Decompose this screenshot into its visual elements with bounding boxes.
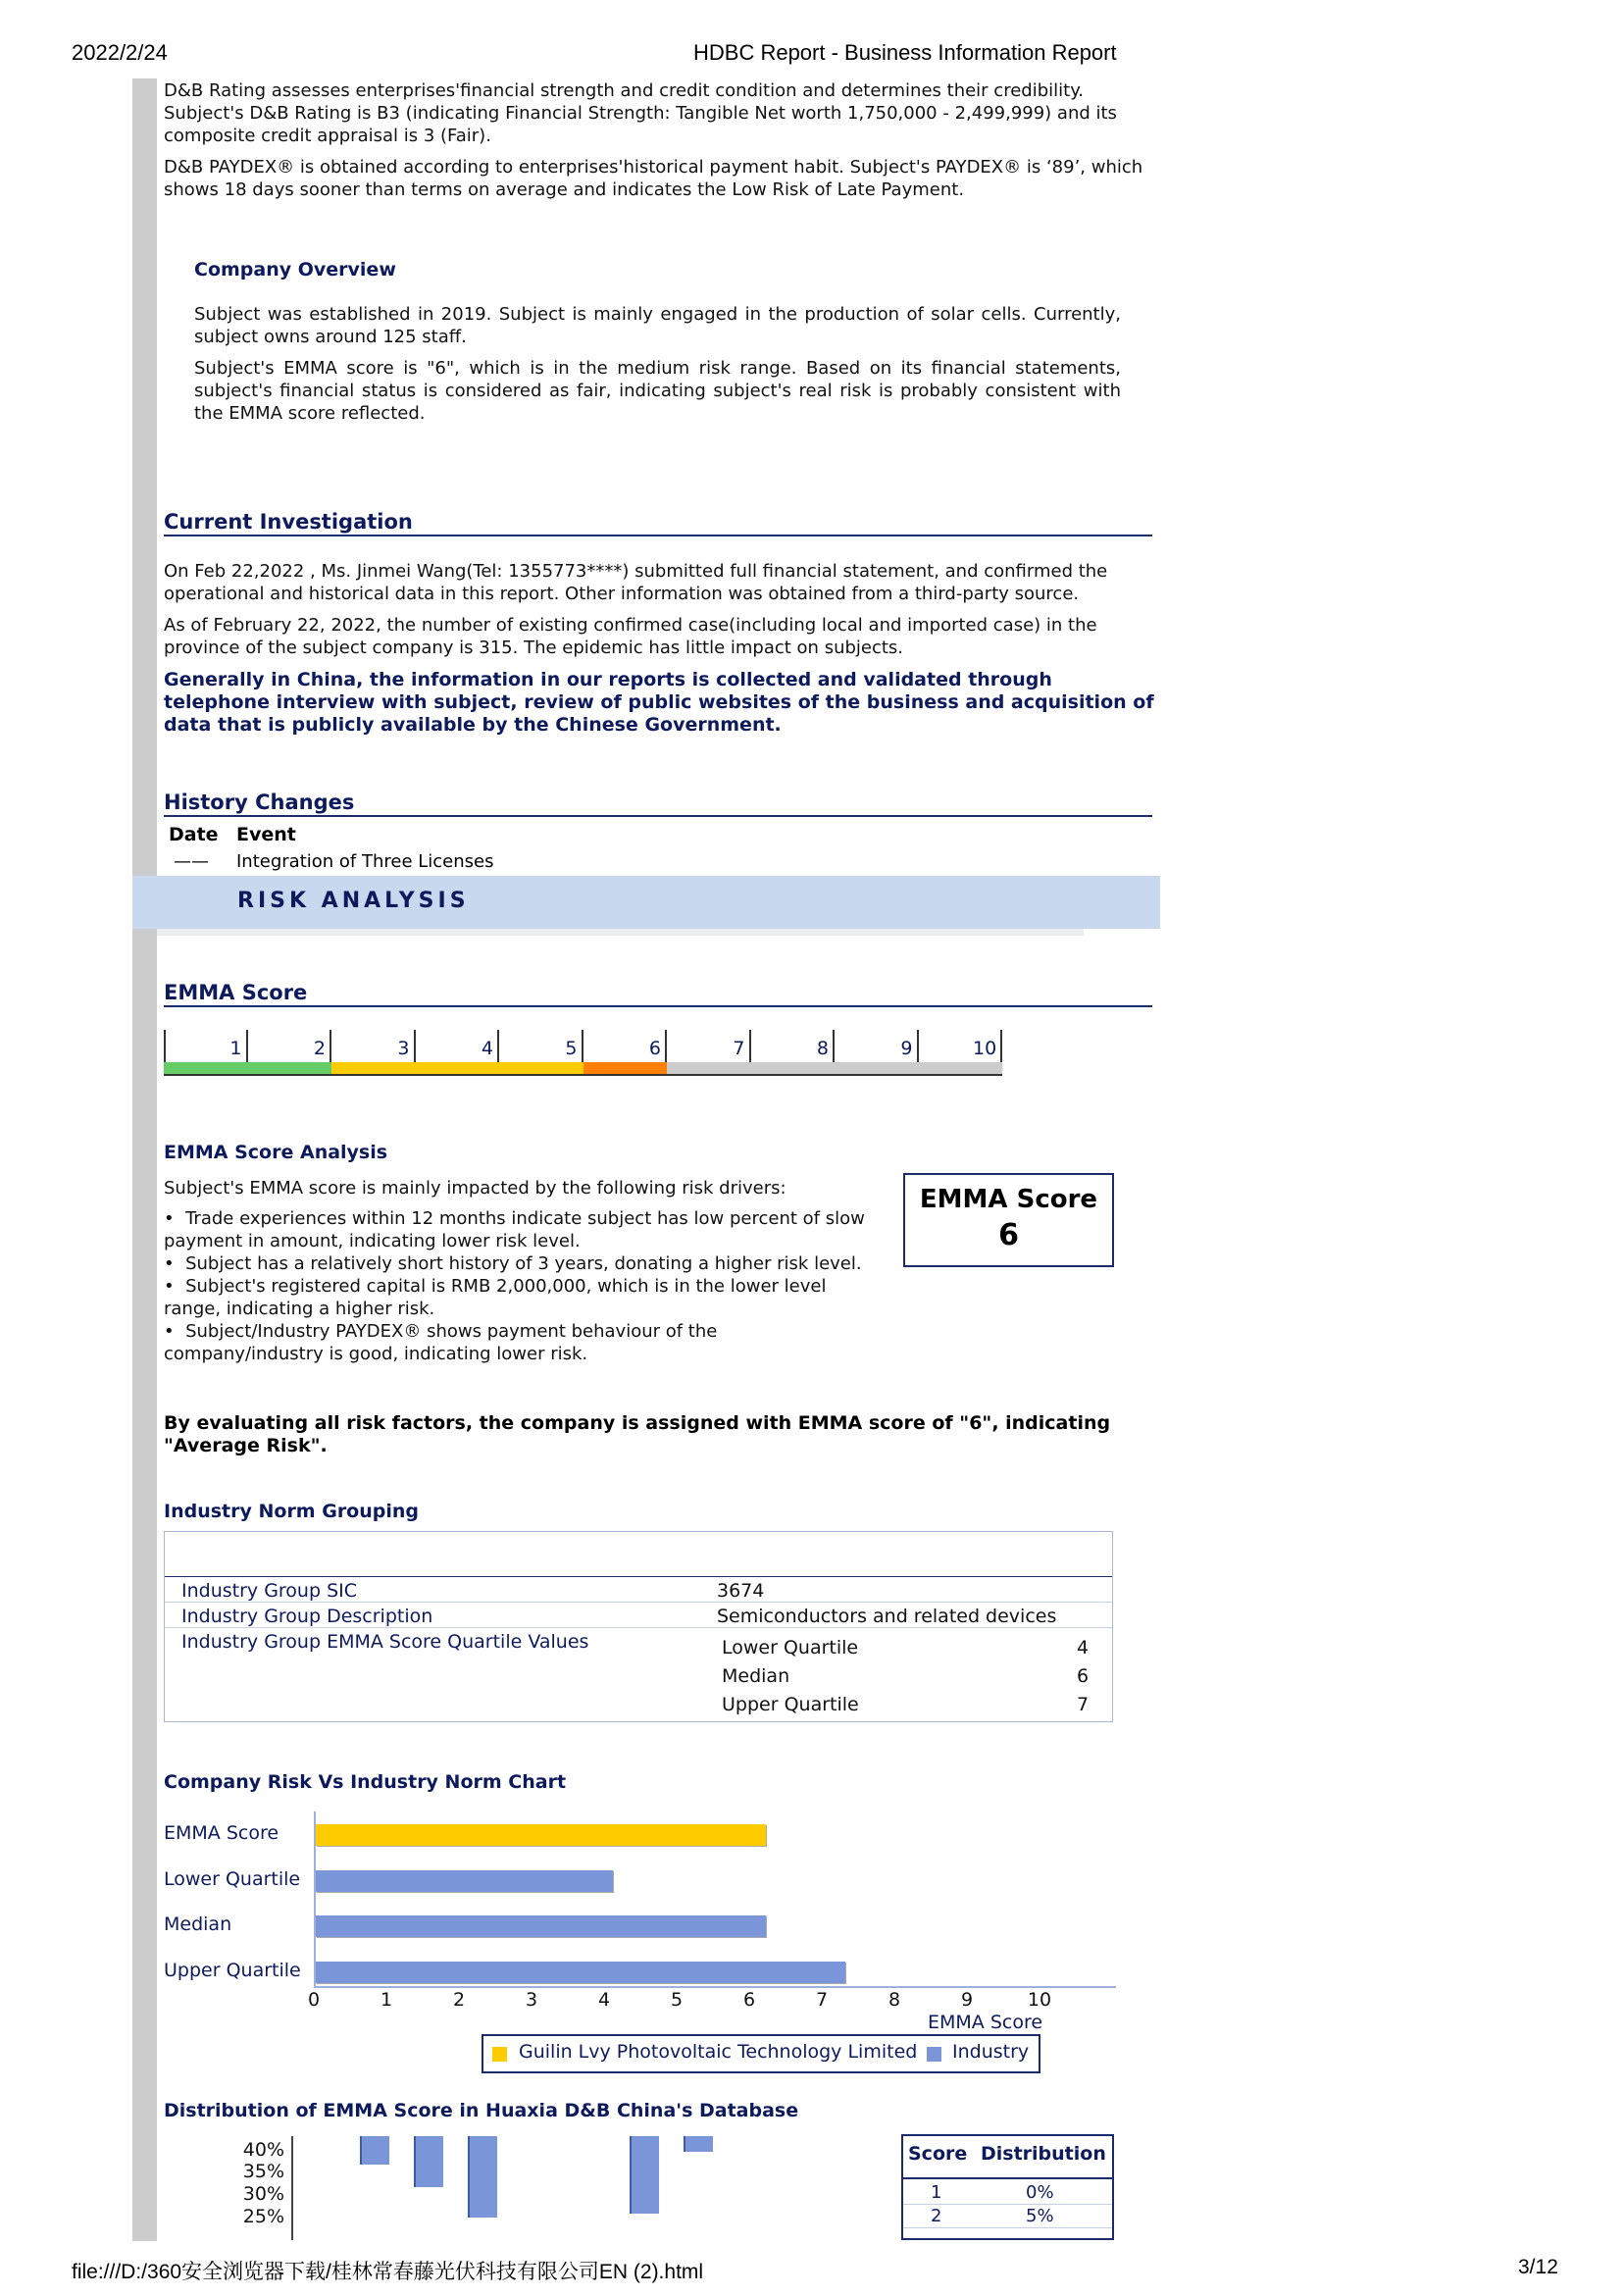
dist-table-row-line (903, 2204, 1112, 2205)
scale-tick (1000, 1030, 1002, 1062)
bar (316, 1915, 766, 1937)
desc-value: Semiconductors and related devices (717, 1606, 1057, 1627)
legend-swatch-industry (927, 2047, 941, 2062)
bar-label: EMMA Score (164, 1822, 279, 1844)
emma-conclusion: By evaluating all risk factors, the company is assigned with EMMA score of "6", indicating "Average Risk". (164, 1412, 1111, 1456)
x-tick-label: 5 (670, 1989, 684, 2011)
scale-tick (497, 1030, 499, 1062)
emma-analysis-bullets (164, 1207, 870, 1365)
legend-label-company: Guilin Lvy Photovoltaic Technology Limited (519, 2041, 918, 2063)
emma-bullet-3: • Subject's registered capital is RMB 2,000,000, which is in the lower level range, indicating a higher risk. (164, 1276, 827, 1319)
bar-label: Upper Quartile (164, 1960, 301, 1981)
x-tick-label: 10 (1027, 1989, 1052, 2011)
scale-segment (919, 1062, 1003, 1074)
table-row-line (165, 1602, 1112, 1603)
scale-number: 8 (816, 1038, 829, 1059)
scale-number: 6 (648, 1038, 661, 1059)
bar-label: Median (164, 1913, 232, 1935)
emma-analysis-title: EMMA Score Analysis (164, 1142, 388, 1163)
scale-segment (667, 1062, 751, 1074)
scale-segment (416, 1062, 500, 1074)
industry-norm-title: Industry Norm Grouping (164, 1501, 420, 1522)
legend-label-industry: Industry (952, 2041, 1030, 2063)
scale-tick (833, 1030, 835, 1062)
x-axis-line (314, 1986, 1116, 1988)
lower-quartile-value: 4 (1077, 1637, 1090, 1658)
x-tick-label: 2 (452, 1989, 466, 2011)
median-value: 6 (1077, 1665, 1090, 1687)
scale-tick (665, 1030, 667, 1062)
emma-score-box (903, 1173, 1114, 1267)
scale-segment (164, 1062, 248, 1074)
scale-tick (749, 1030, 751, 1062)
median-label: Median (722, 1665, 790, 1687)
scale-number: 10 (973, 1038, 997, 1059)
dist-row1-distribution: 0% (1026, 2182, 1054, 2203)
scale-number: 4 (481, 1038, 493, 1059)
dist-col-distribution: Distribution (981, 2143, 1106, 2165)
legend-swatch-company (492, 2047, 507, 2062)
scale-number: 3 (397, 1038, 410, 1059)
history-row-event: Integration of Three Licenses (236, 851, 494, 872)
industry-norm-table (164, 1531, 1113, 1722)
x-tick-label: 8 (888, 1989, 901, 2011)
risk-chart-xlabel: EMMA Score (928, 2012, 1043, 2033)
history-col-event: Event (236, 824, 296, 845)
dist-bar (360, 2136, 389, 2165)
company-overview-title: Company Overview (194, 259, 396, 281)
investigation-p2: As of February 22, 2022, the number of existing confirmed case(including local and imported case) in the province of the subject company is 315. The epidemic has little impact on subjects. (164, 615, 1097, 658)
emma-box-title: EMMA Score (919, 1185, 1098, 1214)
scale-segment (751, 1062, 836, 1074)
dist-table-row-line (903, 2227, 1112, 2228)
distribution-table (901, 2134, 1114, 2240)
y-tick-label: 25% (242, 2206, 284, 2227)
y-tick-label: 30% (242, 2183, 284, 2205)
risk-chart-legend (482, 2034, 1040, 2073)
history-row-date: —— (174, 851, 209, 872)
y-axis-line (291, 2136, 293, 2240)
scale-number: 1 (229, 1038, 242, 1059)
scale-tick (246, 1030, 248, 1062)
emma-bullet-4: • Subject/Industry PAYDEX® shows payment behaviour of the company/industry is good, indicating lower risk. (164, 1321, 718, 1364)
desc-label: Industry Group Description (181, 1606, 433, 1627)
scale-baseline (164, 1074, 1002, 1076)
upper-quartile-label: Upper Quartile (722, 1694, 859, 1715)
y-tick-label: 35% (242, 2161, 284, 2182)
sic-value: 3674 (717, 1580, 765, 1602)
company-overview-p2: Subject's EMMA score is "6", which is in the medium risk range. Based on its financial statements, subject's financial status is considered as fair, indicating subject's real risk is probably consistent with the EMMA score reflected. (194, 358, 1121, 424)
dist-bar (468, 2136, 497, 2218)
dist-row2-distribution: 5% (1026, 2206, 1054, 2226)
scale-tick (330, 1030, 331, 1062)
sic-label: Industry Group SIC (181, 1580, 358, 1602)
risk-analysis-title: RISK ANALYSIS (237, 889, 470, 913)
scale-segment (331, 1062, 416, 1074)
scale-segment (835, 1062, 919, 1074)
emma-score-title: EMMA Score (164, 981, 1152, 1007)
company-overview-p1: Subject was established in 2019. Subject is mainly engaged in the production of solar cells. Currently, subject owns around 125 staff. (194, 304, 1121, 347)
history-col-date: Date (169, 824, 219, 845)
scale-segment (248, 1062, 332, 1074)
paydex-paragraph: D&B PAYDEX® is obtained according to enterprises'historical payment habit. Subject's PAYDEX® is ‘89’, which shows 18 days sooner than terms on average and indicates the Low Risk of Late Payment. (164, 157, 1143, 200)
dist-col-score: Score (908, 2143, 968, 2165)
scale-segment (583, 1062, 668, 1074)
scale-number: 7 (733, 1038, 745, 1059)
x-tick-label: 1 (380, 1989, 393, 2011)
dist-table-divider (903, 2177, 1112, 2179)
scale-number: 5 (565, 1038, 578, 1059)
dist-bar (630, 2136, 659, 2214)
emma-bullet-1: • Trade experiences within 12 months indicate subject has low percent of slow payment in amount, indicating lower risk level. (164, 1208, 865, 1251)
emma-analysis-intro: Subject's EMMA score is mainly impacted by the following risk drivers: (164, 1178, 786, 1199)
x-tick-label: 9 (960, 1989, 974, 2011)
dist-bar (414, 2136, 443, 2187)
table-row-line (165, 1627, 1112, 1628)
current-investigation-title: Current Investigation (164, 510, 1152, 536)
dist-row2-score: 2 (931, 2206, 942, 2226)
scale-tick (414, 1030, 416, 1062)
dist-bar (684, 2136, 713, 2152)
emma-box-value: 6 (998, 1218, 1019, 1252)
print-footer-page: 3/12 (1518, 2256, 1558, 2278)
x-tick-label: 3 (525, 1989, 538, 2011)
print-footer-path: file:///D:/360安全浏览器下载/桂林常春藤光伏科技有限公司EN (2).html (72, 2261, 704, 2283)
investigation-p1: On Feb 22,2022 , Ms. Jinmei Wang(Tel: 1355773****) submitted full financial statement, and confirmed the operational and historical data in this report. Other information was obtained from a third-party source. (164, 561, 1108, 604)
x-tick-label: 4 (597, 1989, 611, 2011)
investigation-p3: Generally in China, the information in our reports is collected and validated through telephone interview with subject, review of public websites of the business and acquisition of data that is publicly available by the Chinese Government. (164, 669, 1154, 736)
history-changes-title: History Changes (164, 791, 1152, 817)
bar (316, 1870, 613, 1892)
x-tick-label: 7 (815, 1989, 829, 2011)
dist-row1-score: 1 (931, 2182, 942, 2203)
scale-number: 2 (313, 1038, 326, 1059)
upper-quartile-value: 7 (1077, 1694, 1090, 1715)
scale-tick (917, 1030, 919, 1062)
scale-number: 9 (900, 1038, 913, 1059)
distribution-title: Distribution of EMMA Score in Huaxia D&B China's Database (164, 2100, 799, 2121)
scale-segment (499, 1062, 583, 1074)
bar (316, 1824, 766, 1846)
emma-bullet-2: • Subject has a relatively short history of 3 years, donating a higher risk level. (164, 1253, 862, 1274)
print-date: 2022/2/24 (72, 40, 168, 65)
quartile-label: Industry Group EMMA Score Quartile Values (181, 1631, 589, 1653)
bar (316, 1962, 845, 1983)
risk-chart-title: Company Risk Vs Industry Norm Chart (164, 1771, 567, 1793)
left-sidebar-bar (132, 78, 157, 2241)
rating-paragraph: D&B Rating assesses enterprises'financial strength and credit condition and determines their credibility. Subject's D&B Rating is B3 (indicating Financial Strength: Tangible Net worth 1,750,000 - 2,499,999) and its composite credit appraisal is 3 (Fair). (164, 80, 1117, 146)
table-divider (165, 1576, 1112, 1577)
y-tick-label: 40% (242, 2139, 284, 2161)
x-tick-label: 0 (307, 1989, 321, 2011)
lower-quartile-label: Lower Quartile (722, 1637, 859, 1658)
y-axis-line (314, 1811, 316, 1988)
x-tick-label: 6 (742, 1989, 756, 2011)
bar-label: Lower Quartile (164, 1868, 301, 1890)
print-title: HDBC Report - Business Information Report (693, 40, 1117, 65)
risk-analysis-shadow (157, 929, 1084, 936)
scale-tick (582, 1030, 583, 1062)
